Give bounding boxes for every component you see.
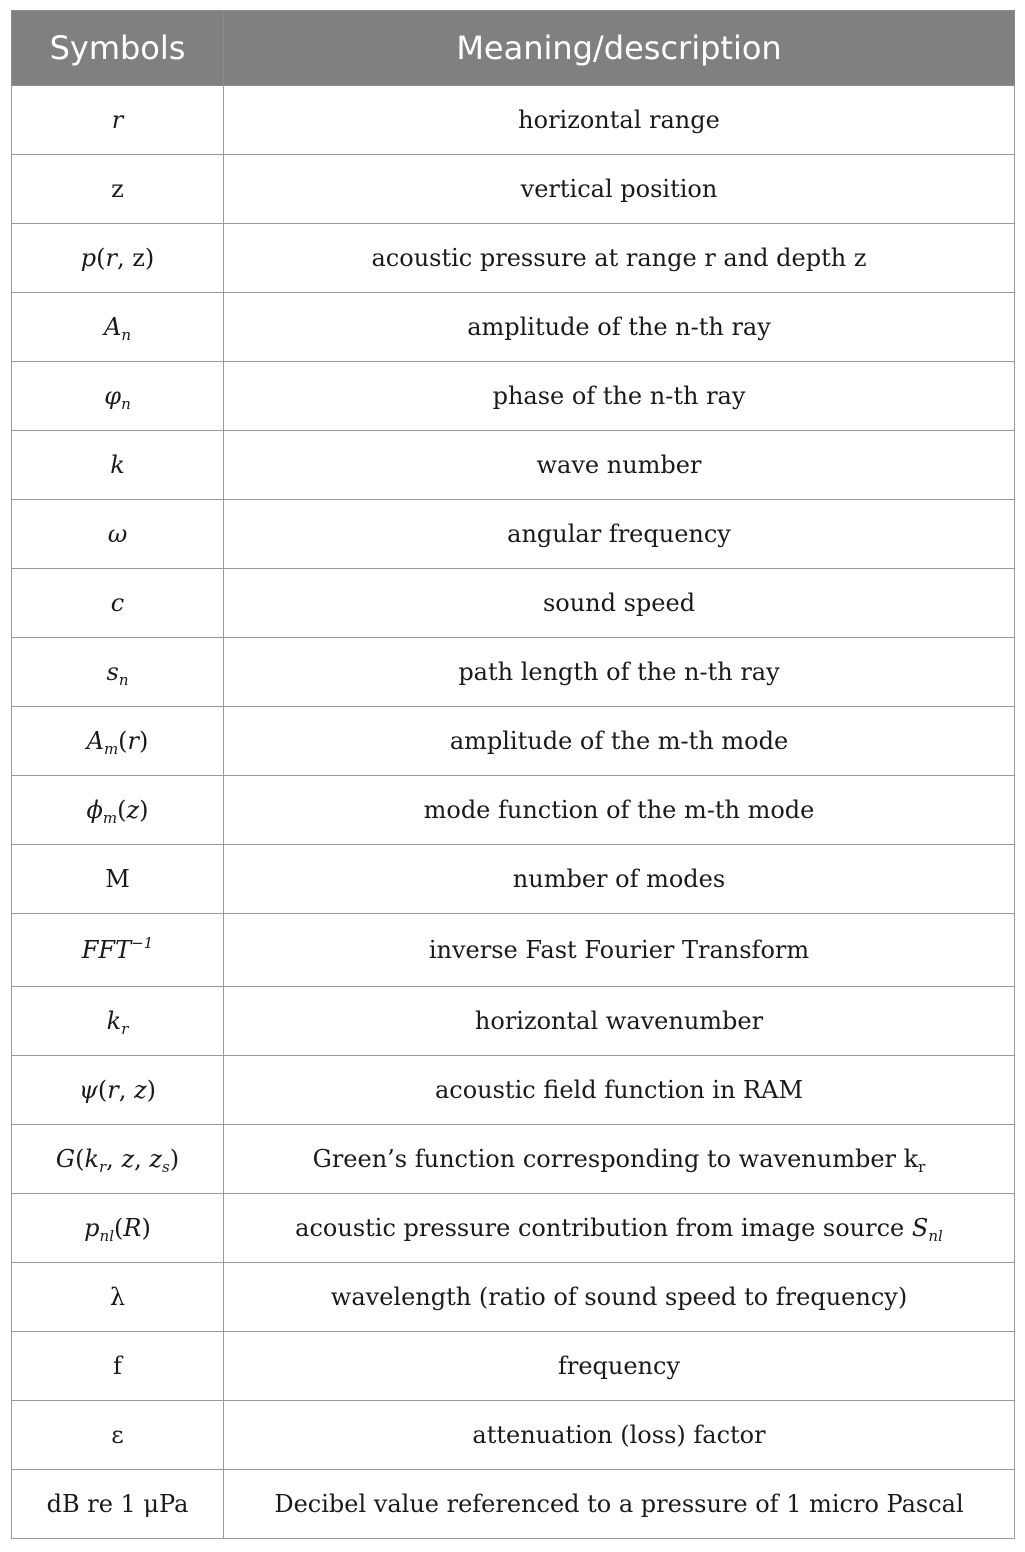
symbol-cell	[12, 845, 224, 914]
symbol-cell	[12, 500, 224, 569]
header-meaning: Meaning/description	[224, 11, 1015, 86]
table-row	[12, 569, 1015, 638]
header-row	[12, 11, 1015, 86]
table-row	[12, 776, 1015, 845]
meaning-cell: amplitude of the m-th mode	[224, 707, 1015, 776]
meaning-cell: path length of the n-th ray	[224, 638, 1015, 707]
meaning-cell: angular frequency	[224, 500, 1015, 569]
meaning-cell: acoustic pressure at range r and depth z	[224, 224, 1015, 293]
symbol-cell	[12, 1263, 224, 1332]
table-row	[12, 1401, 1015, 1470]
symbol-cell	[12, 1056, 224, 1125]
symbol: ψ(r, z)	[79, 1076, 156, 1104]
symbol: $A_m(r)$	[86, 727, 149, 758]
symbol: c	[110, 589, 125, 617]
table-row	[12, 293, 1015, 362]
meaning-cell: mode function of the m-th mode	[224, 776, 1015, 845]
table-row	[12, 1263, 1015, 1332]
table-row	[12, 1332, 1015, 1401]
meaning-cell: wave number	[224, 431, 1015, 500]
meaning-cell: Decibel value referenced to a pressure of 1 micro Pascal	[224, 1470, 1015, 1539]
symbol-cell	[12, 224, 224, 293]
symbol: f	[113, 1352, 122, 1380]
table-row	[12, 1056, 1015, 1125]
symbol-cell	[12, 1125, 224, 1194]
meaning-cell: vertical position	[224, 155, 1015, 224]
symbol: p(r, z)	[80, 244, 155, 272]
symbol-cell	[12, 569, 224, 638]
symbol: M	[105, 865, 130, 893]
meaning-cell: attenuation (loss) factor	[224, 1401, 1015, 1470]
meaning-cell: phase of the n-th ray	[224, 362, 1015, 431]
symbol: ε	[111, 1421, 124, 1449]
symbol: $\varphi_n$	[104, 382, 131, 413]
symbol: $p_{nl}(R)$	[84, 1214, 151, 1245]
table-row	[12, 914, 1015, 987]
symbol-cell	[12, 362, 224, 431]
table-row	[12, 638, 1015, 707]
meaning-cell: sound speed	[224, 569, 1015, 638]
symbol-cell	[12, 1401, 224, 1470]
meaning-cell: acoustic field function in RAM	[224, 1056, 1015, 1125]
meaning-cell: wavelength (ratio of sound speed to frequency)	[224, 1263, 1015, 1332]
meaning-cell: horizontal wavenumber	[224, 987, 1015, 1056]
symbol-cell	[12, 86, 224, 155]
symbol: $FFT^{-1}$	[81, 934, 154, 964]
table-row	[12, 224, 1015, 293]
symbol-cell	[12, 1470, 224, 1539]
meaning-cell: acoustic pressure contribution from image source $S_{nl}$	[224, 1194, 1015, 1263]
symbol-cell	[12, 1194, 224, 1263]
symbol: $s_n$	[106, 658, 129, 689]
table-row	[12, 86, 1015, 155]
meaning-cell: inverse Fast Fourier Transform	[224, 914, 1015, 987]
meaning-cell: number of modes	[224, 845, 1015, 914]
header-symbols: Symbols	[12, 11, 224, 86]
table-row	[12, 155, 1015, 224]
symbol: $G(k_r$, z, $z_s$)	[55, 1145, 180, 1176]
table-row	[12, 431, 1015, 500]
table-row	[12, 845, 1015, 914]
table-row	[12, 362, 1015, 431]
symbol-cell	[12, 707, 224, 776]
symbol: $A_n$	[103, 313, 131, 344]
symbol-cell	[12, 1332, 224, 1401]
symbol-cell	[12, 431, 224, 500]
meaning-cell: Green’s function corresponding to wavenumber $k_r$	[224, 1125, 1015, 1194]
symbol: k	[110, 451, 125, 479]
symbol: dB re 1 μPa	[46, 1490, 189, 1518]
table-row	[12, 987, 1015, 1056]
table-row	[12, 1194, 1015, 1263]
meaning-cell: horizontal range	[224, 86, 1015, 155]
meaning-cell: frequency	[224, 1332, 1015, 1401]
table-row	[12, 1470, 1015, 1539]
symbol: $\phi_m(z)$	[86, 796, 149, 827]
symbol: ω	[107, 520, 128, 548]
symbol-cell	[12, 914, 224, 987]
symbol-cell	[12, 155, 224, 224]
meaning-cell: amplitude of the n-th ray	[224, 293, 1015, 362]
symbol-cell	[12, 293, 224, 362]
symbol-cell	[12, 987, 224, 1056]
symbol: λ	[109, 1283, 126, 1311]
symbol: r	[111, 106, 124, 134]
symbol-cell	[12, 776, 224, 845]
symbol: $k_r$	[106, 1007, 129, 1038]
symbols-table	[11, 10, 1015, 1539]
symbol-cell	[12, 638, 224, 707]
table-row	[12, 707, 1015, 776]
table-row	[12, 500, 1015, 569]
table-row	[12, 1125, 1015, 1194]
symbol: z	[111, 175, 124, 203]
